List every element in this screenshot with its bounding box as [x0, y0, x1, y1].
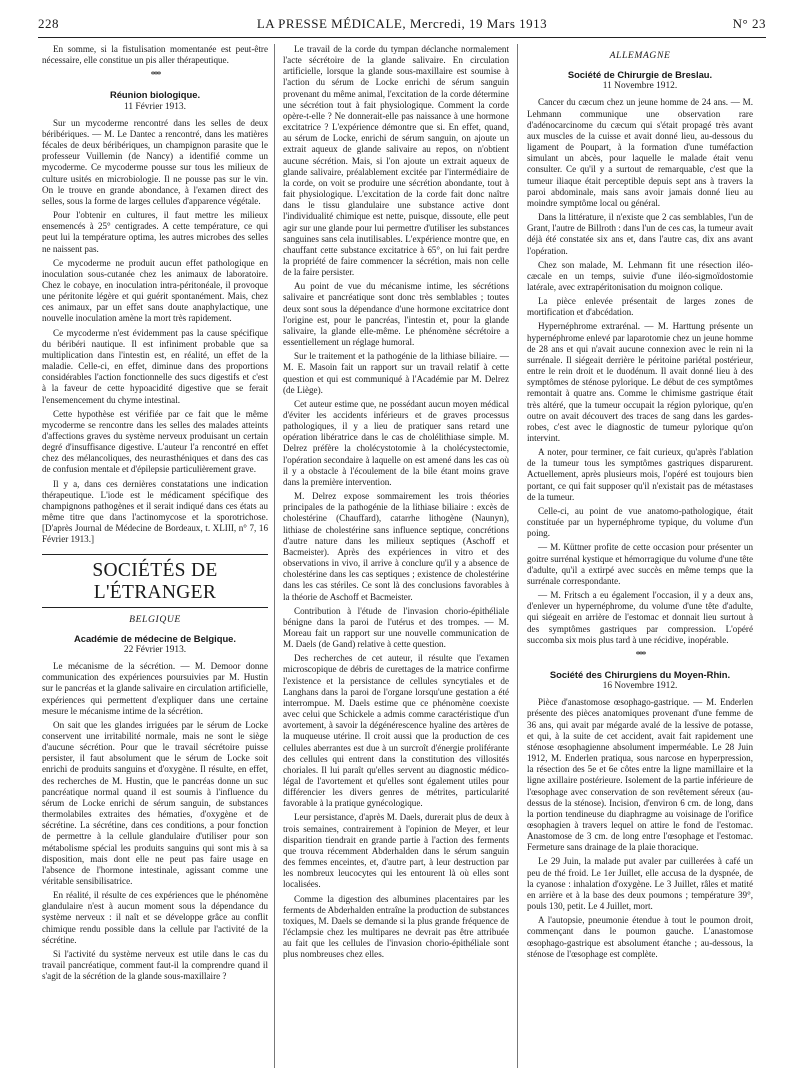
paragraph: Leur persistance, d'après M. Daels, durerait plus de deux à trois semaines, contrairement à l'opinion de Meyer, et leur disparition tiendrait en grande partie à l'action des ferments que trouva récemment Abderhalden dans le sérum sanguin des femmes enceintes, et, d'autre part, à leur destruction par les nombreux leucocytes qui les entourent là où elles sont localisées.: [283, 812, 509, 890]
journal-title: LA PRESSE MÉDICALE, Mercredi, 19 Mars 1913: [256, 16, 548, 31]
paragraph: M. Delrez expose sommairement les trois théories principales de la pathogénie de la lithiase biliaire : excès de cholestérine (Chauffard), catarrhe lithogène (Naunyn), lithiase de cholestérine sans influence septique, concrétions d'autre nature dans les milieux septiques (Aschoff et Bacmeister). Après des expériences in vitro et des observations in vivo, il arrive à conclure qu'il y a absence de cholestérine dans les cas septiques ; existence de cholestérine dans les cas stériles. Ce sont là des conclusions favorables à la théorie de Aschoff et Bacmeister.: [283, 491, 509, 602]
paragraph: Le 29 Juin, la malade put avaler par cuillerées à café un peu de thé froid. Le 1er Juillet, elle accusa de la dyspnée, de la cyanose : inhalation d'oxygène. Le 3 Juillet, râles et matité en arrière et à la base des deux poumons ; température 39°, pouls 130, petit. Le 4 Juillet, mort.: [527, 856, 753, 912]
section-stars: ***: [635, 649, 645, 661]
society-heading: Société des Chirurgiens du Moyen-Rhin.: [549, 668, 731, 680]
column-divider-1: [274, 44, 275, 1068]
column-1: [42, 44, 268, 985]
academy-date: 22 Février 1913.: [123, 644, 187, 655]
paragraph: A noter, pour terminer, ce fait curieux, qu'après l'ablation de la tumeur tous les symptômes gastriques disparurent. Actuellement, après plusieurs mois, l'opéré est toujours bien portant, ce qui fait supposer qu'il n'existait pas de métastases de la tumeur.: [527, 447, 753, 502]
paragraph: Chez son malade, M. Lehmann fit une résection iléo-cæcale en un temps, suivie d'une iléo-sigmoïdostomie latérale, avec extrapéritonisation du moignon colique.: [527, 259, 753, 292]
article-secretion: Le mécanisme de la sécrétion. — M. Demoor donne communication des expériences poursuivies par M. Hustin sur le pancréas et la glande salivaire en circulation artificielle, expériences qui permettent d'expliquer dans une certaine mesure le mécanisme intime de la sécrétion.: [42, 661, 268, 716]
paragraph: — M. Fritsch a eu également l'occasion, il y a deux ans, d'enlever un hypernéphrome, du volume d'une tête d'adulte, qui siégeait en arrière de l'estomac et donnait lieu surtout à des symptômes gastriques par compression. L'opéré succomba six mois plus tard à une récidive, inopérable.: [527, 590, 753, 645]
academy-heading: Académie de médecine de Belgique.: [73, 632, 237, 644]
reunion-heading: Réunion biologique.: [109, 89, 201, 101]
paragraph: Ce mycoderme n'est évidemment pas la cause spécifique du béribéri nautique. Il est infiniment probable que sa multiplication dans l'intestin est, en réalité, un effet de la maladie. Celle-ci, en effet, diminue dans des proportions considérables l'action fonctionnelle des sucs digestifs et c'est à la faveur de cette hypoacidité digestive que se ferait l'ensemencement du chyme intestinal.: [42, 327, 268, 405]
article-anastomose: Pièce d'anastomose œsophago-gastrique. — M. Enderlen présente des pièces anatomiques provenant d'une femme de 36 ans, qui avait par mégarde avalé de la lessive de potasse, et qui, à la suite de cet accident, avait fait rapidement une sténose œsophagienne absolument imperméable. Le 28 Juin 1912, M. Enderlen pratiqua, sous narcose en hyperpression, la résection des 5e et 6e côtes entre la ligne mamillaire et la ligne axillaire postérieure. Isolement de la partie inférieure de l'œsophage avec conservation de son revêtement séreux (au-dessus de la sténose). Incision, d'environ 6 cm. de long, dans la portion tendineuse du diaphragme au voisinage de l'orifice œsophagien à travers lequel on attire le fond de l'estomac. Anastomose de 3 cm. de long entre l'œsophage et l'estomac. Fermeture sans drainage de la plaie thoracique.: [527, 697, 753, 853]
paragraph: Si l'activité du système nerveux est utile dans le cas du travail pancréatique, comment faut-il la comprendre quand il s'agit de la sécrétion de la glande sous-maxillaire ?: [42, 948, 268, 982]
paragraph: Le travail de la corde du tympan déclanche normalement l'acte sécrétoire de la glande salivaire. En circulation artificielle, lorsque la glande sous-maxillaire est soumise à l'action du sérum de Locke enrichi de sérum sanguin provenant du même animal, l'excitation de la corde détermine une sécrétion tout à fait physiologique. Comment la corde opère-t-elle ? Ne donnerait-elle pas naissance à une hormone excitatrice ? L'expérience démontre que si. En effet, quand, au sérum de Locke, enrichi de sérum sanguin, on ajoute un extrait aqueux de glande salivaire au repos, on n'obtient aucune sécrétion. Mais, si l'on ajoute un extrait aqueux de glande salivaire, préalablement excitée par l'intermédiaire de la corde, on voit se produire une sécrétion abondante, tout à fait physiologique. L'excitation de la corde fait donc naître dans le tissu glandulaire une substance active dont l'individualité chimique est nette, puisque, dissoute, elle peut agir sur une glande pour lui permettre d'utiliser les substances sanguines sans cela inutilisables. L'expérience montre que, en chauffant cette substance excitatrice à 65°, on lui fait perdre la propriété de faire commencer la sécrétion, mais non celle de la faire persister.: [283, 44, 509, 278]
column-divider-2: [517, 44, 518, 1068]
section-banner-text: SOCIÉTÉS DE L'ÉTRANGER: [92, 559, 218, 603]
issue-number: N° 23: [732, 16, 766, 31]
society-date: 11 Novembre 1912.: [602, 81, 678, 92]
paragraph: Ce mycoderme ne produit aucun effet pathologique en inoculation sous-cutanée chez les animaux de laboratoire. Chez le cobaye, en inoculation intra-péritonéale, il provoque une péritonite légère et qui guérit spontanément. Mais, chez ces animaux, par un effet sans doute anaphylactique, une nouvelle inoculation amène la mort très rapidement.: [42, 257, 268, 324]
paragraph: Il y a, dans ces dernières constatations une indication thérapeutique. L'iode est le médicament spécifique des champignons pathogènes et il serait indiqué dans ces états au même titre que dans l'actinomycose et la sporotrichose. [D'après Journal de Médecine de Bordeaux, t. XLIII, n° 7, 16 Février 1913.]: [42, 478, 268, 545]
page-header: [38, 16, 766, 36]
header-rule: [38, 37, 766, 38]
paragraph: Des recherches de cet auteur, il résulte que l'examen microscopique de débris de curettages de la matrice confirme l'existence et la persistance de cellules syncytiales et de Langhans dans la paroi de l'organe lorsqu'une gestation a été interrompue. M. Daels estime que ce phénomène coexiste avec celui que Schickele a admis comme caractéristique d'un avortement, à savoir la dégénérescence hyaline des artères de la muqueuse utérine. Il croit aussi que la production de ces cellules aberrantes est due à un surcroît d'énergie proliférante des cellules qui entrent dans la constitution des villosités choriales. Il lui paraît qu'elles servent au diagnostic médico-légal de l'avortement et qu'elles sont également utiles pour différencier les divers genres de métrites, particularité favorable à la pratique gynécologique.: [283, 653, 509, 809]
paragraph: La pièce enlevée présentait de larges zones de mortification et d'abcédation.: [527, 296, 753, 318]
country-heading: ALLEMAGNE: [609, 50, 671, 61]
intro-paragraph: En somme, si la fistulisation momentanée est peut-être nécessaire, elle constitue un pis aller thérapeutique.: [42, 44, 268, 66]
paragraph: Pour l'obtenir en cultures, il faut mettre les milieux ensemencés à 25° centigrades. A cette température, ce qui peut lui la température optima, les autres microbes des selles ne naissent pas.: [42, 210, 268, 254]
column-2: [283, 44, 509, 964]
section-banner: [42, 554, 268, 608]
paragraph: On sait que les glandes irriguées par le sérum de Locke conservent une irritabilité normale, mais ne sont le siège d'aucune sécrétion. Pour que le travail sécrétoire puisse persister, il faut absolument que le sérum de Locke soit enrichi de produits sanguins et d'oxygène. Il résulte, en effet, des recherches de M. Hustin, que le pancréas donne un suc pancréatique normal quand il est soumis à l'influence du sérum de Locke enrichi de sérum sanguin, de substances thermolabiles extraites des hématies, d'oxygène et de sécrétine. La sécrétine, dans ces conditions, a pour fonction de permettre à la cellule glandulaire d'utiliser pour son métabolisme spécial les produits sanguins qui sont mis à sa disposition, mais dont elle ne peut pas faire usage en l'absence de l'hormone intestinale, agissant comme une véritable sensibilisatrice.: [42, 719, 268, 886]
reunion-date: 11 Février 1913.: [124, 101, 186, 112]
article-mycoderme: Sur un mycoderme rencontré dans les selles de deux béribériques. — M. Le Dantec a rencontré, dans les matières fécales de deux béribériques, un champignon parasite que le professeur Vuillemin (de Nancy) a identifié comme un mycoderme. Ce mycoderme pousse sur tous les milieux de culture usités en microbiologie. Il ne pousse pas sur le vin. On le trouve en grande abondance, à l'examen direct des selles, sous la forme de larges cellules d'apparence végétale.: [42, 117, 268, 206]
paragraph: Celle-ci, au point de vue anatomo-pathologique, était constituée par un hypernéphrome typique, du volume d'un poing.: [527, 505, 753, 539]
article-chorio-epithelial: Contribution à l'étude de l'invasion chorio-épithéliale bénigne dans la paroi de l'utérus et des trompes. — M. Moreau fait un rapport sur une nouvelle communication de M. Daels (de Gand) relative à cette question.: [283, 605, 509, 650]
paragraph: Dans la littérature, il n'existe que 2 cas semblables, l'un de Grant, l'autre de Billroth : dans l'un de ces cas, la tumeur avait déjà été constatée six ans et, dans l'autre cas, dix ans avant l'opération.: [527, 212, 754, 256]
paragraph: En réalité, il résulte de ces expériences que le phénomène glandulaire n'est à aucun moment sous la dépendance du système nerveux : il naît et se développe grâce au conflit chimique rendu possible dans la cellule par l'activité de la sécrétine.: [42, 890, 268, 945]
article-lithiase: Sur le traitement et la pathogénie de la lithiase biliaire. — M. E. Masoin fait un rapport sur un travail relatif à cette question et qui est communiqué à l'Académie par M. Delrez (de Liège).: [283, 351, 509, 395]
country-heading: BELGIQUE: [129, 613, 181, 625]
society-date: 16 Novembre 1912.: [602, 681, 678, 692]
column-3: [527, 44, 753, 963]
paragraph: Au point de vue du mécanisme intime, les sécrétions salivaire et pancréatique sont donc très semblables ; toutes deux sont sous la dépendance d'une hormone excitatrice dont l'origine est, pour le pancréas, l'intestin et, pour la glande salivaire, la glande elle-même. Le phénomène sécrétoire a essentiellement un réglage humoral.: [283, 281, 509, 348]
section-stars: ***: [150, 70, 160, 82]
paragraph: Cet auteur estime que, ne possédant aucun moyen médical d'éviter les accidents inférieurs et de graves processus pathologiques, il y a lieu de pratiquer sans retard une opération libératrice dans le cas de cholélithiase simple. M. Delrez préfère la cholécystotomie à la cholécystectomie, l'opération secondaire à laquelle on est amené dans les cas où il y a obstacle à l'écoulement de la bile étant moins grave dans la première intervention.: [283, 398, 509, 487]
page-number: 228: [38, 16, 59, 31]
paragraph: Cette hypothèse est vérifiée par ce fait que le même mycoderme se rencontre dans les selles des malades atteints d'affections graves du système nerveux produisant un certain degré d'insuffisance digestive. L'auteur l'a rencontré en effet chez des mélancoliques, des neurasthéniques et dans des cas de confusion mentale et d'épilepsie particulièrement grave.: [42, 408, 268, 475]
paragraph: A l'autopsie, pneumonie étendue à tout le poumon droit, commençant dans le poumon gauche. L'anastomose œsophago-gastrique est absolument étanche ; au-dessous, la sténose de l'œsophage est complète.: [527, 915, 753, 959]
paragraph: Comme la digestion des albumines placentaires par les ferments de Abderhalden entraîne la production de substances toxiques, M. Daels se demande si la plus grande fréquence de l'éclampsie chez les multipares ne devrait pas être attribuée au fait que les cellules de l'invasion chorio-épithéliale sont plus nombreuses chez elles.: [283, 893, 509, 960]
paragraph: — M. Küttner profite de cette occasion pour présenter un goitre surrénal kystique et hémorragique du volume d'une tête d'adulte, qu'il a extirpé avec succès en même temps que la surrénale correspondante.: [527, 542, 753, 586]
article-caecum: Cancer du cæcum chez un jeune homme de 24 ans. — M. Lehmann communique une observation rare d'adénocarcinome du cæcum qui s'était propagé très avant aux muscles de la cuisse et avait donné lieu, au-dessous du ligament de Poupart, à la formation d'une tuméfaction simulant un abcès, pour laquelle le malade était venu consulter. Ce qu'il y a surtout de remarquable, c'est que la tumeur iliaque était perceptible depuis sept ans à travers la paroi abdominale, mais sans avoir jamais donné lieu au moindre symptôme local ou général.: [527, 97, 753, 208]
society-heading: Société de Chirurgie de Breslau.: [567, 69, 713, 81]
article-hypernephrome: Hypernéphrome extrarénal. — M. Harttung présente un hypernéphrome enlevé par laparotomie chez un jeune homme de 28 ans et qui n'avait aucune connexion avec le rein ni la surrénale. Il siégeait derrière le péritoine pariétal postérieur, entre le rein droit et le duodénum. Il avait donné lieu à des symptômes de sténose pylorique. Le début de ces symptômes remontait à quatre ans. Comme le chimisme gastrique était très altéré, que la tumeur occupait la région pylorique, qu'en outre on avait découvert des traces de sang dans les gardes-robes, c'est avec le diagnostic de tumeur pylorique qu'on intervint.: [527, 321, 753, 443]
